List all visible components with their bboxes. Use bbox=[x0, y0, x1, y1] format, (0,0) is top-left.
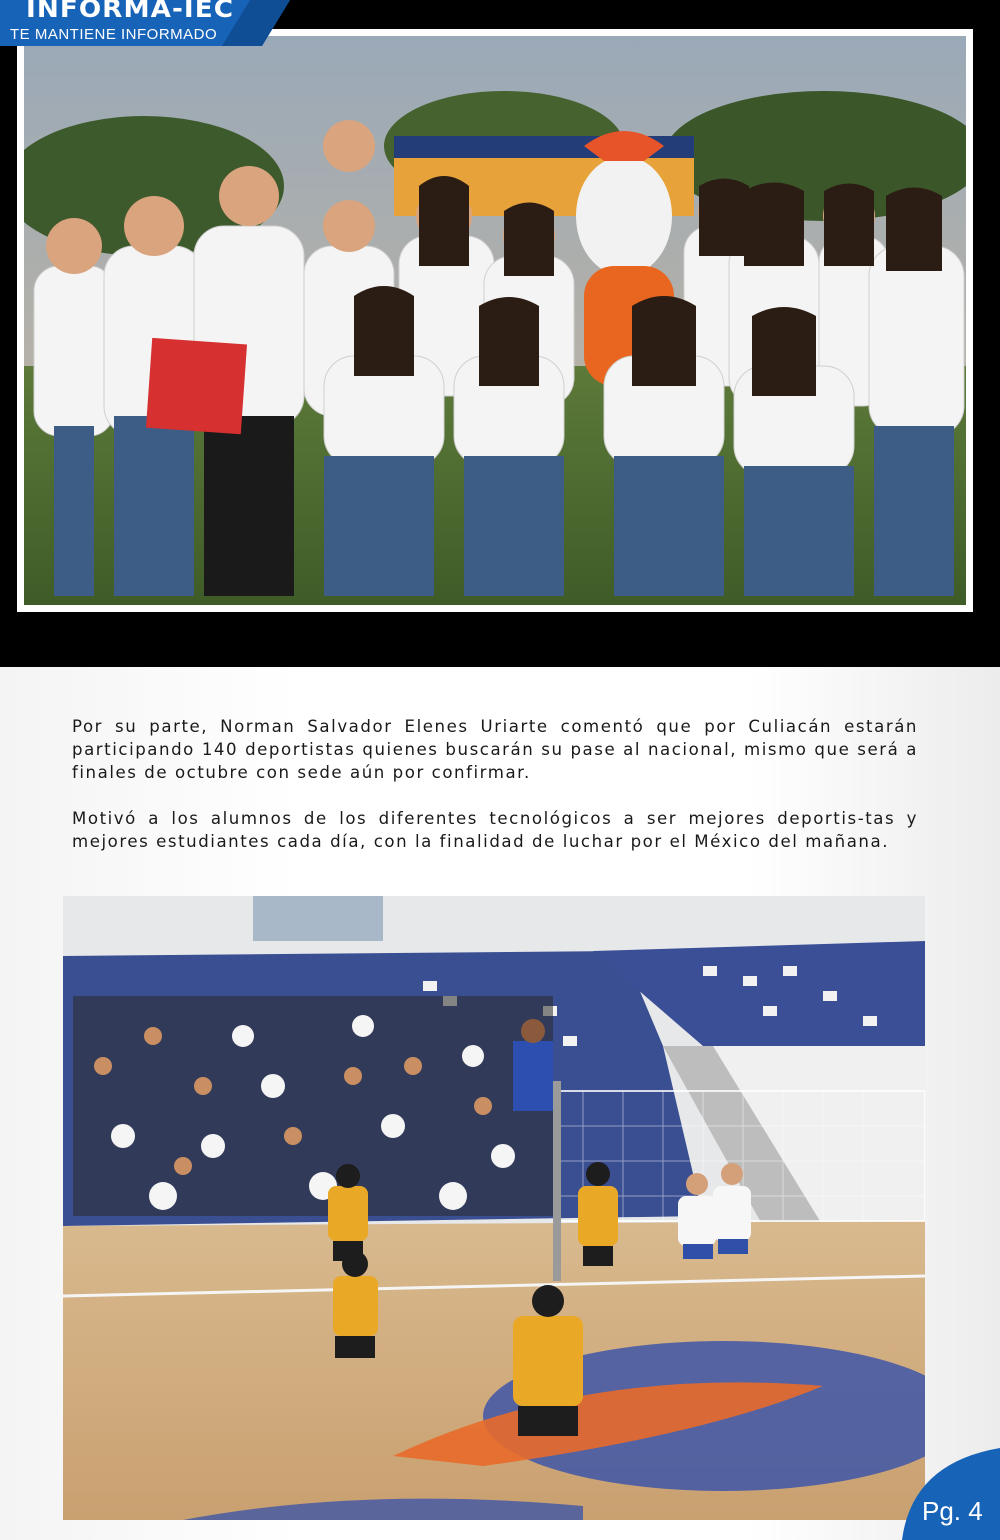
header-badge bbox=[0, 0, 290, 46]
group-photo bbox=[24, 36, 966, 605]
article-paragraph-2: Motivó a los alumnos de los diferentes tecnológicos a ser mejores deportis-tas y mejores estudiantes cada día, con la finalidad de luchar por el México del mañana. bbox=[72, 809, 918, 851]
article-paragraph-1: Por su parte, Norman Salvador Elenes Uriarte comentó que por Culiacán estarán participando 140 deportistas quienes buscarán su pase al nacional, mismo que será a finales de octubre con sede aún por confirmar. bbox=[72, 717, 918, 782]
top-photo-band bbox=[0, 0, 1000, 667]
header-title: INFORMA-IEC bbox=[26, 0, 235, 23]
header-subtitle: TE MANTIENE INFORMADO bbox=[10, 26, 218, 43]
photo-frame bbox=[17, 29, 973, 612]
page-number: Pg. 4 bbox=[922, 1496, 983, 1526]
volleyball-photo-illustration bbox=[63, 896, 925, 1520]
page-number-tab bbox=[902, 1448, 1000, 1540]
volleyball-photo bbox=[63, 896, 925, 1520]
group-photo-illustration bbox=[24, 36, 966, 605]
